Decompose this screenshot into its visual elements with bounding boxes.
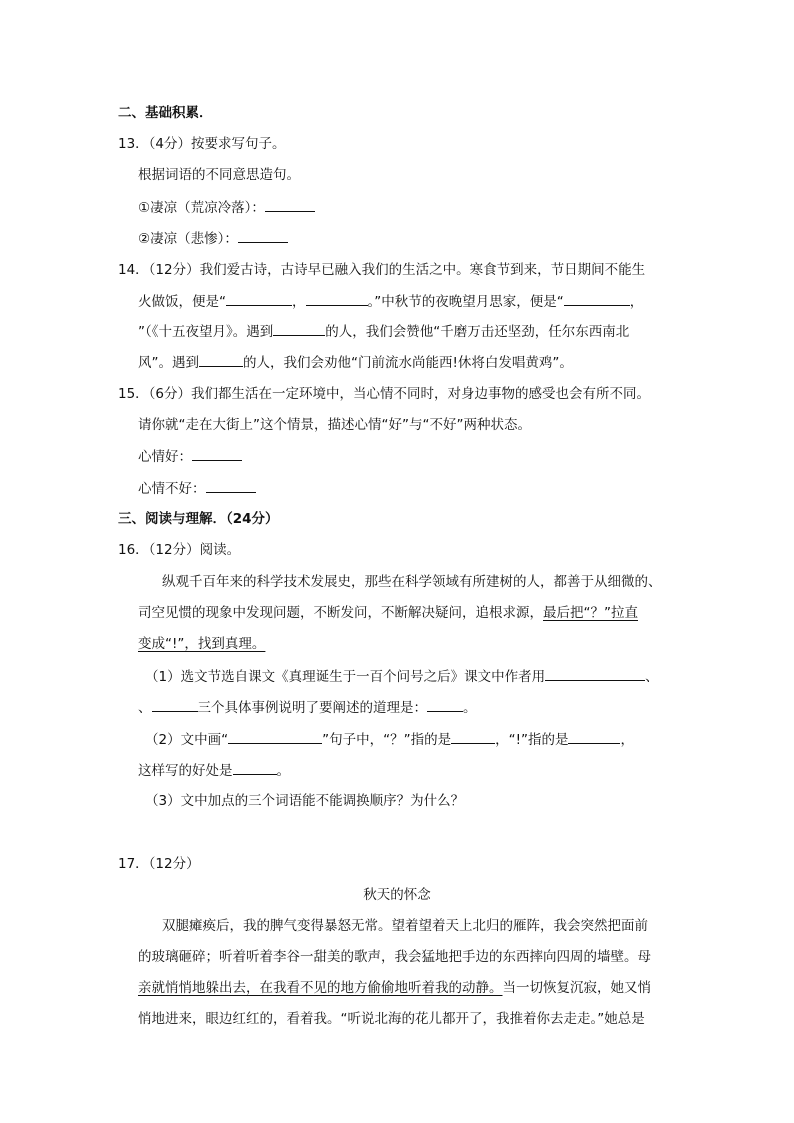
text-segment: ， <box>292 294 306 310</box>
underlined-sentence: 亲就悄悄地躲出去，在我看不见的地方偷偷地听着我的动静。 <box>138 980 503 996</box>
answer-blank[interactable] <box>152 698 198 712</box>
question-13-instruction: 根据词语的不同意思造句。 <box>138 167 300 183</box>
question-14-line-2 <box>138 292 643 311</box>
answer-blank[interactable] <box>564 292 630 306</box>
section-heading-reading: 三、阅读与理解．（24分） <box>118 511 279 527</box>
text-segment: 司空见惯的现象中发现问题，不断发问，不断解决疑问，追根求源， <box>138 605 543 621</box>
passage-17-line-1: 双腿瘫痪后，我的脾气变得暴怒无常。望着望着天上北归的雁阵，我会突然把面前 <box>162 918 648 934</box>
text-segment: ， <box>629 294 644 310</box>
answer-blank[interactable] <box>199 353 243 367</box>
question-15-line-1: 15．（6分）我们都生活在一定环境中，当心情不同时，对身边事物的感受也会有所不同。 <box>118 386 651 402</box>
question-14-line-1: 14．（12分）我们爱古诗，古诗早已融入我们的生活之中。寒食节到来，节日期间不能生 <box>118 262 646 278</box>
question-16-sub-1 <box>145 667 659 686</box>
answer-blank[interactable] <box>228 730 322 744</box>
answer-blank[interactable] <box>427 698 463 712</box>
passage-title: 秋天的怀念 <box>363 887 431 903</box>
text-segment: 的人，我们会赞他“千磨万击还坚劲，任尔东西南北 <box>325 324 630 340</box>
text-segment: ，“!”指的是 <box>495 732 569 748</box>
bad-label: 心情不好： <box>138 481 206 497</box>
text-segment: （1）选文节选自课文《真理诞生于一百个问号之后》课文中作者用 <box>145 669 546 685</box>
answer-blank[interactable] <box>226 292 292 306</box>
question-16-sub-2 <box>145 730 634 749</box>
passage-17-line-2: 的玻璃砸碎；听着听着李谷一甜美的歌声，我会猛地把手边的东西摔向四周的墙壁。母 <box>138 949 651 965</box>
question-17-stem: 17．（12分） <box>118 856 200 872</box>
text-segment: ， <box>620 732 634 748</box>
answer-blank[interactable] <box>451 730 495 744</box>
text-segment: 、 <box>138 700 152 716</box>
answer-blank[interactable] <box>238 229 288 243</box>
text-segment: ”（《十五夜望月》。遇到 <box>138 324 274 340</box>
text-segment: 火做饭，便是“ <box>138 294 226 310</box>
answer-blank[interactable] <box>265 198 315 212</box>
section-heading-basic: 二、基础积累． <box>118 105 213 121</box>
item-2-label: ②凄凉（悲惨）： <box>138 231 238 247</box>
passage-16-line-2 <box>138 604 638 622</box>
answer-blank[interactable] <box>206 479 256 493</box>
text-segment: 。 <box>276 763 290 779</box>
answer-blank[interactable] <box>192 447 242 461</box>
item-1-label: ①凄凉（荒凉冷落）： <box>138 200 265 216</box>
text-segment: （2）文中画“ <box>145 732 229 748</box>
text-segment: 这样写的好处是 <box>138 763 233 779</box>
answer-blank[interactable] <box>545 667 645 681</box>
text-segment: 。 <box>463 700 477 716</box>
question-14-line-4 <box>138 353 573 372</box>
text-segment: 、 <box>645 669 659 685</box>
text-segment: 当一切恢复沉寂，她又悄 <box>502 980 651 996</box>
answer-blank[interactable] <box>233 761 277 775</box>
text-segment: 的人，我们会劝他“门前流水尚能西!休将白发唱黄鸡”。 <box>243 355 573 371</box>
underlined-sentence: 最后把“？”拉直 <box>543 605 638 621</box>
text-segment: ”句子中，“？”指的是 <box>322 732 452 748</box>
passage-16-line-3: 变成“!”，找到真理。 <box>138 636 266 652</box>
question-14-line-3 <box>138 322 629 341</box>
question-16-stem: 16．（12分）阅读。 <box>118 542 241 558</box>
text-segment: 。”中秋节的夜晚望月思家，便是“ <box>367 294 564 310</box>
answer-blank[interactable] <box>273 322 325 336</box>
answer-blank[interactable] <box>306 292 368 306</box>
passage-17-line-3 <box>138 979 651 997</box>
question-15-bad <box>138 479 256 498</box>
question-16-sub-2-cont <box>138 761 290 780</box>
question-13-item-2 <box>138 229 288 248</box>
text-segment: 三个具体事例说明了要阐述的道理是： <box>197 700 427 716</box>
question-13-item-1 <box>138 198 315 217</box>
question-13-stem: 13．（4分）按要求写句子。 <box>118 136 286 152</box>
passage-16-line-1: 纵观千百年来的科学技术发展史，那些在科学领域有所建树的人，都善于从细微的、 <box>162 574 662 590</box>
text-segment: 风”。遇到 <box>138 355 199 371</box>
question-15-line-2: 请你就“走在大街上”这个情景，描述心情“好”与“不好”两种状态。 <box>138 417 531 433</box>
question-16-sub-3: （3）文中加点的三个词语能不能调换顺序？为什么？ <box>145 793 465 809</box>
answer-blank[interactable] <box>568 730 620 744</box>
question-16-sub-1-cont <box>138 698 477 717</box>
good-label: 心情好： <box>138 449 192 465</box>
question-15-good <box>138 447 242 466</box>
passage-17-line-4: 悄地进来，眼边红红的，看着我。“听说北海的花儿都开了，我推着你去走走。”她总是 <box>138 1011 645 1027</box>
